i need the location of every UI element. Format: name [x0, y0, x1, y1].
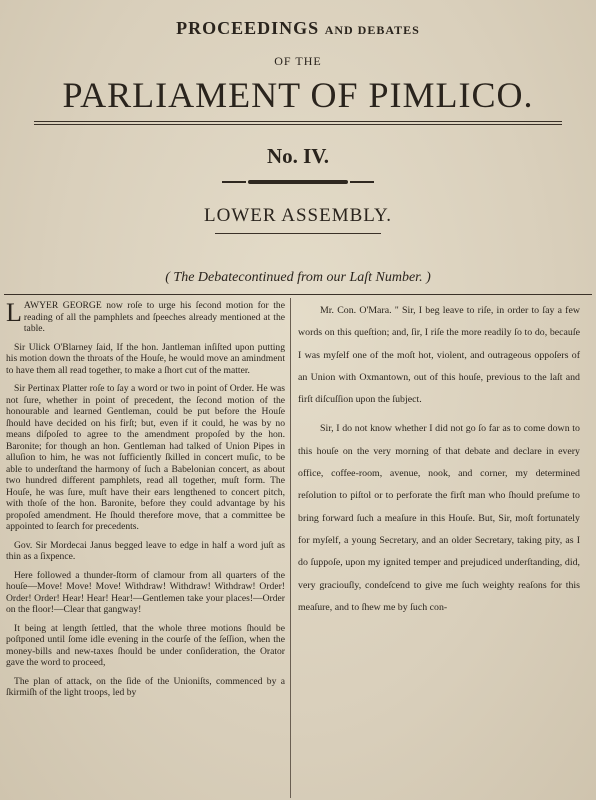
left-column	[6, 300, 285, 706]
paragraph: Here followed a thunder-ſtorm of clamour from all quarters of the houſe—Move! Move! Move! Withdraw! Withdraw! Withdraw! Order! Order! Order! Hear! Hear! Hear!—Gentlemen take your places!—Order on the floor!—Clear that gangway!	[6, 569, 285, 615]
paragraph: Sir, I do not know whether I did not go ſo far as to come down to this houſe on the very morning of that debate and declare in every office, coffee-room, avenue, nook, and corner, my determined reſolution to piſtol or to perforate the firſt man who ſhould preſume to bring forward ſuch a meaſure in this Houſe. But, Sir, moſt fortunately for myſelf, a young Secretary, and an older Secretary, taking pity, as I do ſuppoſe, upon my ignited temper and prejudiced underſtanding, did, very graciouſly, condeſcend to give me ſuch weighty reaſons for this meaſure, and to ſhew me by ſuch con-	[298, 423, 580, 613]
issue-number: No. IV.	[266, 144, 330, 168]
section-heading: LOWER ASSEMBLY.	[204, 205, 392, 226]
body-top-rule	[4, 294, 592, 295]
paragraph: The plan of attack, on the ſide of the Unioniſts, commenced by a ſkirmiſh of the light troops, led by	[6, 675, 285, 698]
masthead-line-2: OF THE	[274, 54, 322, 68]
paragraph	[6, 300, 285, 335]
drop-cap: L	[6, 298, 22, 327]
paragraph: Gov. Sir Mordecai Janus begged leave to edge in half a word juſt as thin as a ſixpence.	[6, 539, 285, 562]
paragraph: Mr. Con. O'Mara. " Sir, I beg leave to riſe, in order to ſay a few words on this queſtion; and, ſir, I riſe the more readily ſo to do, becauſe I was myſelf one of the moſt hot, violent, and outrageous oppoſers of an Union with Oxmantown, out of this houſe, previous to the laſt and firſt diſcuſſion upon the ſubject.	[298, 305, 580, 406]
paragraph: Sir Ulick O'Blarney ſaid, If the hon. Jantleman inſiſted upon putting his motion down the throats of the Houſe, he would move an amindment to have them all read together, to make a ſhort cut of the matter.	[6, 341, 285, 376]
continued-note: ( The Debatecontinued from our Laſt Number. )	[165, 270, 431, 285]
paragraph-text: AWYER GEORGE now roſe to urge his ſecond motion for the reading of all the pamphlets and ſpeeches already mentioned at the table.	[23, 300, 285, 334]
paragraph: It being at length ſettled, that the whole three motions ſhould be poſtponed until ſome idle evening in the courſe of the ſeſſion, when the money-bills and new-taxes ſhould be under conſideration, the Orator gave the word to proceed,	[6, 622, 285, 668]
right-column	[298, 300, 580, 626]
proceedings-word: PROCEEDINGS	[176, 18, 320, 38]
masthead-line-1	[0, 18, 596, 39]
and-debates-words: AND DEBATES	[324, 23, 420, 37]
masthead-double-rule	[34, 121, 562, 125]
paragraph: Sir Pertinax Platter roſe to ſay a word or two in point of Order. He was not ſure, whether in point of precedent, the ſecond motion of the honourable and learned Gentleman, could be put before the Houſe ſhould have decided on his firſt; but, even if it could, he was by no means diſpoſed to agree to the amendment propoſed by the hon. Baronite; for though an hon. Gentleman had talked of Union Pipes in alluſion to him, he was not ſufficiently ſkilled in concert muſic, to be able to underſtand the harmony of ſuch a Babelonian concert, as about two hundred different pamphlets, read all together, muſt form. The Houſe, he was ſure, muſt have their ears lengthened to concert pitch, with thoſe of the hon. Baronite, before they could advantage by his propoſed amendment. He ſhould therefore move, that a committee be appointed to ſearch for precedents.	[6, 383, 285, 532]
section-rule	[215, 233, 381, 234]
masthead-title: PARLIAMENT OF PIMLICO.	[62, 75, 534, 115]
ornament-divider	[248, 180, 348, 184]
column-divider	[290, 298, 291, 798]
